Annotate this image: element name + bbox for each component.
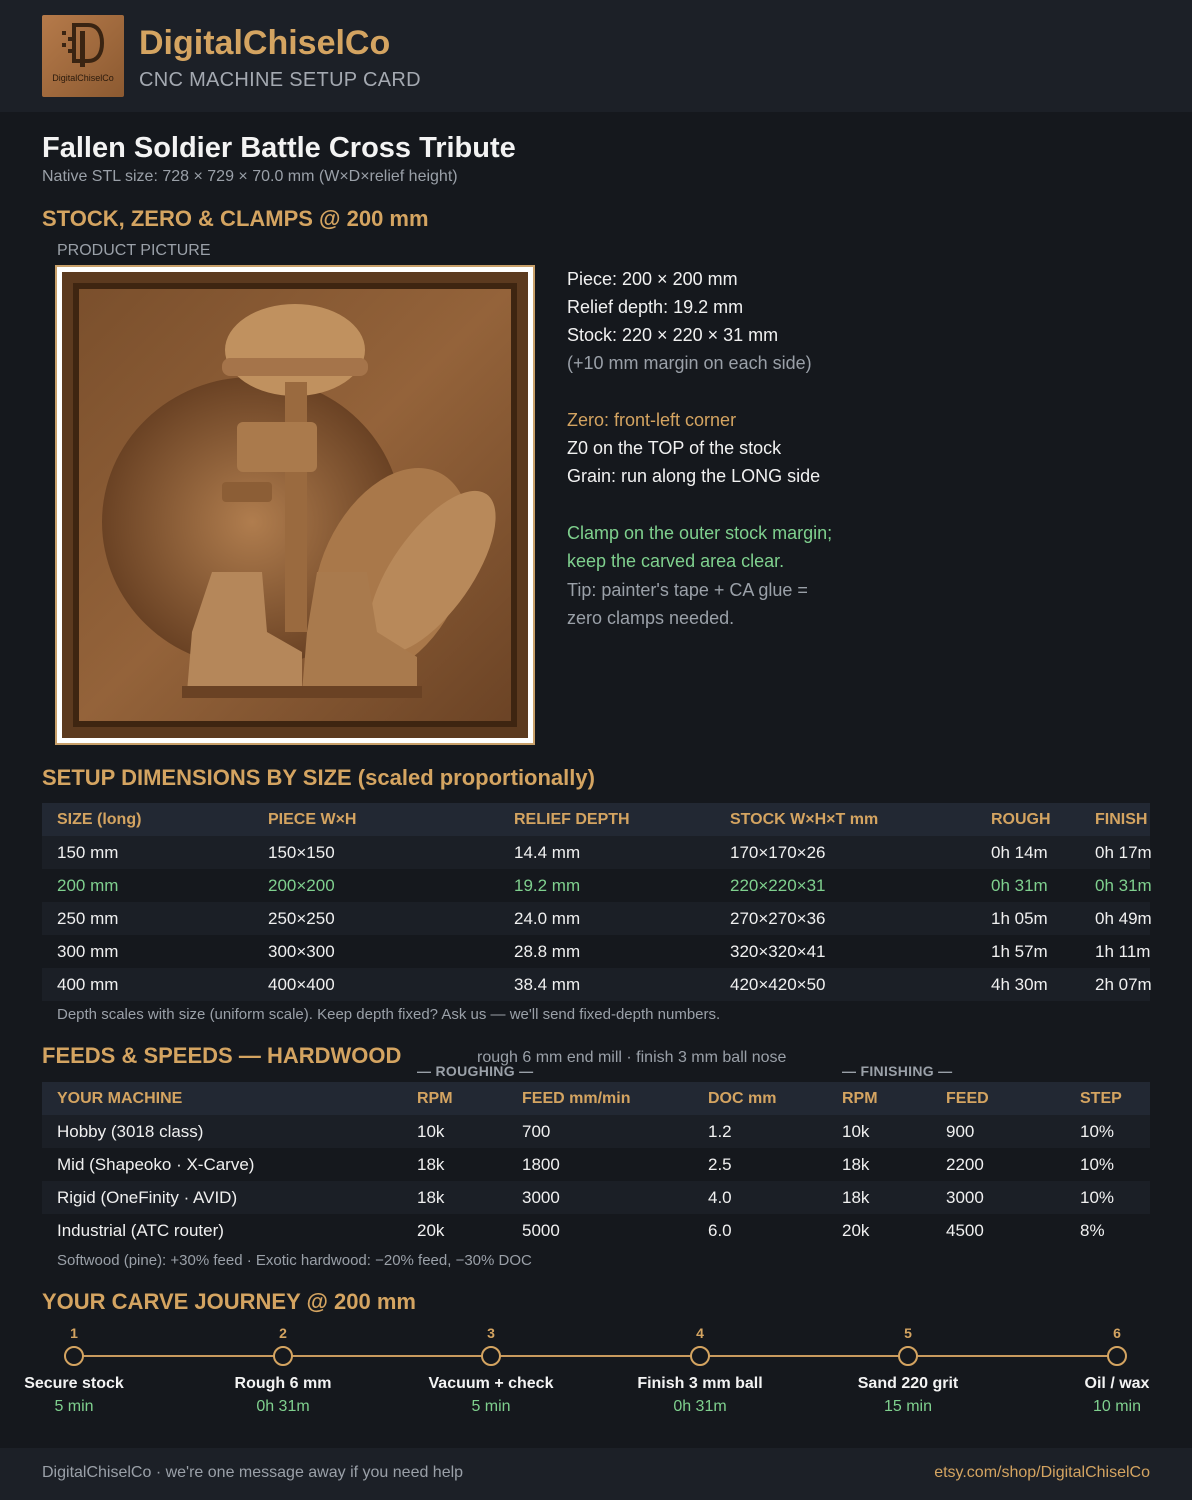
step-number: 6 — [1113, 1325, 1121, 1341]
step-label: Sand 220 grit — [857, 1375, 959, 1392]
step-number: 3 — [487, 1325, 495, 1341]
logo-text: DigitalChiselCo — [52, 73, 114, 83]
cell-rough-feed: 5000 — [522, 1221, 560, 1240]
dimensions-header-row — [42, 803, 1150, 836]
cell-finish: 0h 31m — [1095, 876, 1152, 895]
info-grain: Grain: run along the LONG side — [567, 466, 821, 486]
cell-finish-feed: 900 — [946, 1122, 975, 1141]
cell-stock: 170×170×26 — [730, 843, 826, 862]
info-clear: keep the carved area clear. — [567, 551, 785, 571]
cell-doc: 6.0 — [708, 1221, 732, 1240]
col-doc: DOC mm — [708, 1090, 777, 1107]
cell-stock: 320×320×41 — [730, 942, 826, 961]
cell-machine: Industrial (ATC router) — [57, 1221, 224, 1240]
step-label: Oil / wax — [1084, 1375, 1150, 1392]
cell-step: 10% — [1080, 1122, 1115, 1141]
col-size: SIZE (long) — [57, 811, 142, 828]
table-row — [42, 1181, 1150, 1214]
cell-finish-feed: 4500 — [946, 1221, 984, 1240]
cell-rough-feed: 1800 — [522, 1155, 560, 1174]
cell-rough: 4h 30m — [991, 975, 1048, 994]
step-time: 0h 31m — [673, 1398, 727, 1415]
card-subtitle: CNC MACHINE SETUP CARD — [139, 69, 421, 91]
cell-piece: 300×300 — [268, 942, 335, 961]
table-row — [42, 1115, 1150, 1148]
cell-finish: 0h 17m — [1095, 843, 1152, 862]
product-picture — [55, 265, 535, 745]
feeds-heading: FEEDS & SPEEDS — HARDWOOD — [42, 1043, 402, 1068]
step-time: 5 min — [54, 1398, 94, 1415]
roughing-group-label: — ROUGHING — — [417, 1063, 534, 1079]
cell-doc: 2.5 — [708, 1155, 732, 1174]
info-z0: Z0 on the TOP of the stock — [567, 438, 782, 458]
col-finish-rpm: RPM — [842, 1090, 878, 1107]
table-row — [42, 935, 1150, 968]
col-stock: STOCK W×H×T mm — [730, 811, 879, 828]
step-time: 15 min — [883, 1398, 933, 1415]
cell-stock: 220×220×31 — [730, 876, 826, 895]
col-rough-feed: FEED mm/min — [522, 1090, 631, 1107]
cell-doc: 4.0 — [708, 1188, 732, 1207]
cell-step: 10% — [1080, 1155, 1115, 1174]
cell-rough: 0h 31m — [991, 876, 1048, 895]
step-number: 5 — [904, 1325, 912, 1341]
stock-heading: STOCK, ZERO & CLAMPS @ 200 mm — [42, 206, 429, 231]
cell-finish-rpm: 10k — [842, 1122, 870, 1141]
cell-finish-rpm: 18k — [842, 1155, 870, 1174]
feeds-header-row — [42, 1082, 1150, 1115]
cell-rough: 0h 14m — [991, 843, 1048, 862]
cell-piece: 250×250 — [268, 909, 335, 928]
cell-size: 300 mm — [57, 942, 119, 961]
info-stock: Stock: 220 × 220 × 31 mm — [567, 325, 779, 345]
col-piece: PIECE W×H — [268, 811, 357, 828]
step-marker — [898, 1346, 918, 1366]
col-machine: YOUR MACHINE — [57, 1090, 183, 1107]
cell-relief: 14.4 mm — [514, 843, 581, 862]
table-row — [42, 1214, 1150, 1247]
table-row — [42, 902, 1150, 935]
col-step: STEP — [1080, 1090, 1122, 1107]
cell-size: 150 mm — [57, 843, 119, 862]
chisel-logo-icon — [60, 21, 106, 71]
col-rough-rpm: RPM — [417, 1090, 453, 1107]
info-relief-depth: Relief depth: 19.2 mm — [567, 297, 744, 317]
cell-relief: 38.4 mm — [514, 975, 581, 994]
carving-relief-image — [62, 272, 528, 738]
dimensions-note: Depth scales with size (uniform scale). Keep depth fixed? Ask us — we'll send fixed-depth numbers. — [57, 1006, 721, 1023]
footer-message: DigitalChiselCo · we're one message away if you need help — [42, 1464, 464, 1481]
cell-finish: 0h 49m — [1095, 909, 1152, 928]
step-time: 5 min — [471, 1398, 511, 1415]
finishing-group-label: — FINISHING — — [842, 1063, 953, 1079]
dimensions-heading: SETUP DIMENSIONS BY SIZE (scaled proportionally) — [42, 765, 595, 790]
step-marker — [273, 1346, 293, 1366]
cell-size: 400 mm — [57, 975, 119, 994]
cell-relief: 24.0 mm — [514, 909, 581, 928]
cell-finish-rpm: 18k — [842, 1188, 870, 1207]
cell-doc: 1.2 — [708, 1122, 732, 1141]
cell-rough: 1h 57m — [991, 942, 1048, 961]
cell-piece: 400×400 — [268, 975, 335, 994]
cell-stock: 270×270×36 — [730, 909, 826, 928]
step-number: 2 — [279, 1325, 287, 1341]
cell-rough-rpm: 18k — [417, 1155, 445, 1174]
step-number: 4 — [696, 1325, 704, 1341]
cell-rough-rpm: 10k — [417, 1122, 445, 1141]
cell-step: 10% — [1080, 1188, 1115, 1207]
footer — [0, 1448, 1192, 1500]
step-label: Finish 3 mm ball — [637, 1375, 763, 1392]
product-title: Fallen Soldier Battle Cross Tribute — [42, 132, 516, 164]
cell-relief: 28.8 mm — [514, 942, 581, 961]
cell-finish-feed: 3000 — [946, 1188, 984, 1207]
col-rough: ROUGH — [991, 811, 1051, 828]
step-number: 1 — [70, 1325, 78, 1341]
step-label: Vacuum + check — [428, 1375, 554, 1392]
step-marker — [1107, 1346, 1127, 1366]
header — [0, 0, 1192, 112]
tools-note: rough 6 mm end mill · finish 3 mm ball nose — [477, 1049, 787, 1066]
table-row — [42, 1148, 1150, 1181]
cell-rough-feed: 700 — [522, 1122, 551, 1141]
cell-rough-rpm: 18k — [417, 1188, 445, 1207]
cell-machine: Mid (Shapeoko · X-Carve) — [57, 1155, 255, 1174]
info-piece: Piece: 200 × 200 mm — [567, 269, 738, 289]
cell-rough: 1h 05m — [991, 909, 1048, 928]
shop-link[interactable]: etsy.com/shop/DigitalChiselCo — [934, 1464, 1150, 1481]
cell-step: 8% — [1080, 1221, 1105, 1240]
table-row-highlighted — [42, 869, 1150, 902]
cell-size: 200 mm — [57, 876, 119, 895]
cell-rough-rpm: 20k — [417, 1221, 445, 1240]
step-label: Rough 6 mm — [234, 1375, 332, 1392]
cell-finish-feed: 2200 — [946, 1155, 984, 1174]
cell-rough-feed: 3000 — [522, 1188, 560, 1207]
info-clamp: Clamp on the outer stock margin; — [567, 523, 833, 543]
col-finish-feed: FEED — [946, 1090, 989, 1107]
step-label: Secure stock — [24, 1375, 124, 1392]
col-finish: FINISH — [1095, 811, 1148, 828]
info-tip-cont: zero clamps needed. — [567, 608, 735, 628]
journey-timeline — [74, 1355, 1117, 1357]
cell-piece: 150×150 — [268, 843, 335, 862]
cell-finish: 1h 11m — [1095, 942, 1151, 961]
cell-size: 250 mm — [57, 909, 119, 928]
brand-name: DigitalChiselCo — [139, 24, 391, 62]
cell-stock: 420×420×50 — [730, 975, 826, 994]
brand-logo — [42, 15, 124, 97]
cell-machine: Hobby (3018 class) — [57, 1122, 204, 1141]
cell-relief: 19.2 mm — [514, 876, 581, 895]
step-marker — [690, 1346, 710, 1366]
step-time: 10 min — [1092, 1398, 1142, 1415]
info-zero: Zero: front-left corner — [567, 410, 737, 430]
step-marker — [64, 1346, 84, 1366]
cell-piece: 200×200 — [268, 876, 335, 895]
feeds-note: Softwood (pine): +30% feed · Exotic hardwood: −20% feed, −30% DOC — [57, 1252, 532, 1269]
table-row — [42, 968, 1150, 1001]
table-row — [42, 836, 1150, 869]
step-time: 0h 31m — [256, 1398, 310, 1415]
info-tip: Tip: painter's tape + CA glue = — [567, 580, 808, 600]
picture-label: PRODUCT PICTURE — [57, 242, 211, 259]
cell-machine: Rigid (OneFinity · AVID) — [57, 1188, 238, 1207]
native-size: Native STL size: 728 × 729 × 70.0 mm (W×D×relief height) — [42, 168, 458, 185]
cell-finish-rpm: 20k — [842, 1221, 870, 1240]
info-margin: (+10 mm margin on each side) — [567, 353, 812, 373]
step-marker — [481, 1346, 501, 1366]
cell-finish: 2h 07m — [1095, 975, 1152, 994]
journey-heading: YOUR CARVE JOURNEY @ 200 mm — [42, 1289, 416, 1314]
col-relief: RELIEF DEPTH — [514, 811, 630, 828]
